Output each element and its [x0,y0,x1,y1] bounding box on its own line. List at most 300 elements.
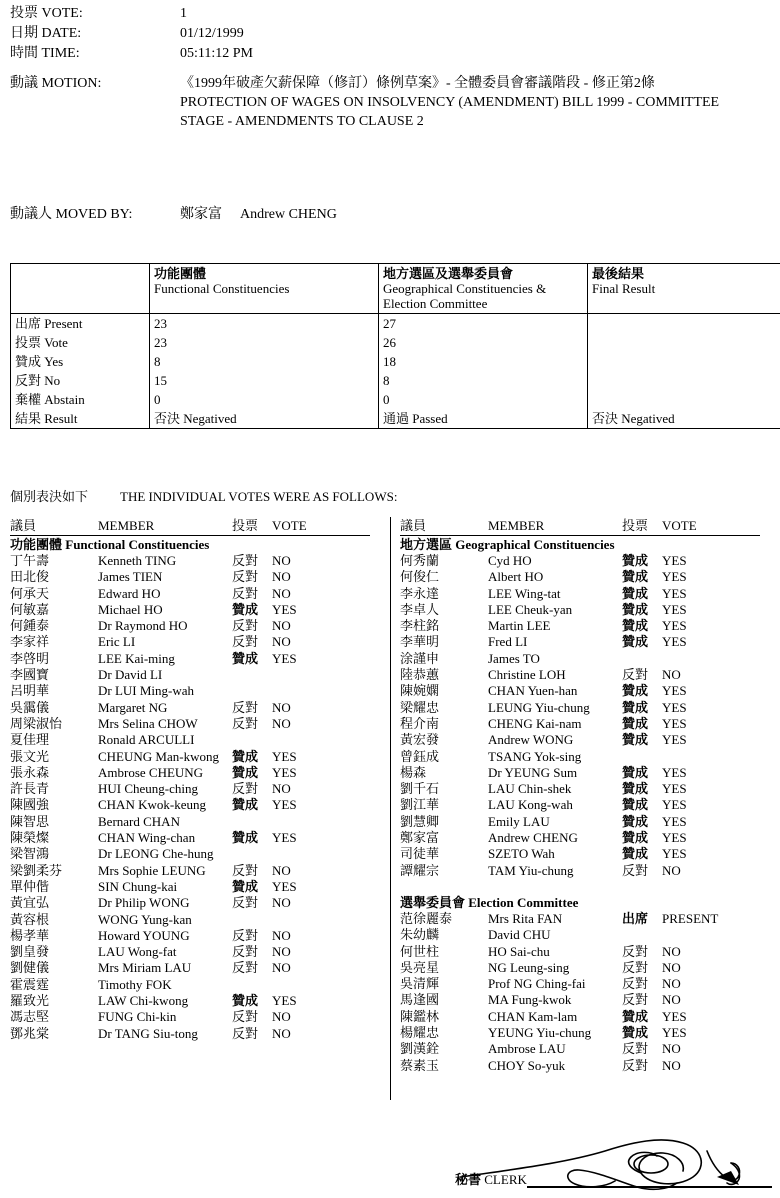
member-vote-zh: 反對 [232,895,259,911]
member-name-en: Mrs Miriam LAU [98,960,192,976]
member-name-en: Margaret NG [98,699,168,715]
member-vote-zh: 反對 [622,862,649,878]
member-name-zh: 曾鈺成 [400,748,440,764]
member-vote-en: YES [272,748,297,764]
member-vote-zh: 贊成 [622,715,649,731]
col-head-geographical-en: Geographical Constituencies & Election Committee [383,281,547,311]
member-name-zh: 馬逢國 [400,992,440,1008]
member-vote-zh: 贊成 [622,732,649,748]
clerk-signature-line [527,1186,772,1188]
member-vote-zh: 贊成 [622,585,649,601]
member-name-zh: 何俊仁 [400,569,440,585]
motion-line-zh: 《1999年破產欠薪保障（修訂）條例草案》- 全體委員會審議階段 - 修正第2條 [180,76,655,91]
member-vote-en: YES [272,601,297,617]
member-vote-zh [232,846,272,862]
member-name-en: TAM Yiu-chung [488,862,574,878]
member-name-en: FUNG Chi-kin [98,1009,177,1025]
member-vote-row [10,618,380,634]
yes-final [588,352,780,371]
col-head-geographical-zh: 地方選區及選舉委員會 [383,266,514,281]
col-head-geographical [379,264,588,314]
member-vote-row [400,944,760,960]
member-vote-row [10,553,380,569]
member-vote-zh: 贊成 [622,699,649,715]
vote-time-label: 時間 TIME: [10,46,80,61]
table-row-yes [11,352,780,371]
member-name-en: HO Sai-chu [488,943,550,959]
member-vote-zh: 贊成 [622,797,649,813]
member-name-en: CHAN Kwok-keung [98,797,206,813]
table-header-row [11,264,780,314]
member-name-en: Dr LUI Ming-wah [98,683,195,699]
row-label-vote: 投票 Vote [11,333,150,352]
member-name-zh: 吳清輝 [400,976,440,992]
abstain-gc: 0 [379,390,588,409]
member-vote-zh [232,912,272,928]
member-vote-zh: 贊成 [232,797,259,813]
member-vote-row [10,700,380,716]
section-title-geographical [400,537,760,553]
member-vote-row [400,797,760,813]
member-vote-row [10,830,380,846]
member-vote-zh: 反對 [622,1041,649,1057]
member-name-en: CHAN Wing-chan [98,830,196,846]
member-name-zh: 李永達 [400,585,440,601]
member-vote-en: YES [662,634,687,650]
member-name-en: LEE Cheuk-yan [488,601,573,617]
left-header-member-en: MEMBER [98,518,155,533]
member-name-en: Dr TANG Siu-tong [98,1025,198,1041]
member-name-en: CHOY So-yuk [488,1057,566,1073]
member-name-zh: 何世柱 [400,943,440,959]
member-vote-row [400,1041,760,1057]
member-name-zh: 陸恭蕙 [400,667,440,683]
member-vote-zh: 贊成 [622,846,649,862]
member-vote-row [400,667,760,683]
member-vote-zh: 贊成 [622,553,649,568]
member-vote-en: YES [272,830,297,846]
left-header-member-zh: 議員 [10,518,37,533]
member-name-en: LEE Wing-tat [488,585,561,601]
member-vote-zh: 贊成 [622,1025,649,1041]
member-vote-row [10,667,380,683]
member-name-en: Ambrose CHEUNG [98,764,204,780]
moved-by-name-en: Andrew CHENG [240,207,337,222]
member-vote-row [400,683,760,699]
member-vote-row [400,749,760,765]
member-vote-zh: 贊成 [232,830,259,846]
member-vote-row [400,927,760,943]
member-vote-en: NO [272,553,291,568]
member-vote-zh: 反對 [622,667,649,683]
member-name-en: LAW Chi-kwong [98,993,189,1009]
member-vote-zh: 反對 [232,585,259,601]
vote-number-value: 1 [180,6,187,21]
right-header-vote-en: VOTE [662,518,697,533]
left-header-divider [10,535,370,536]
election-committee-member-rows [400,911,760,1074]
member-vote-zh: 贊成 [232,748,259,764]
member-vote-row [10,586,380,602]
member-name-en: Ronald ARCULLI [98,732,195,748]
member-vote-en: NO [272,944,291,960]
member-vote-en: NO [662,976,681,992]
member-vote-en: NO [272,1009,291,1025]
moved-by-label: 動議人 MOVED BY: [10,207,133,222]
row-label-no: 反對 No [11,371,150,390]
member-name-zh: 何敏嘉 [10,601,50,617]
member-name-zh: 張文光 [10,748,50,764]
member-vote-zh: 出席 [622,910,649,926]
member-vote-zh: 反對 [622,943,649,959]
vote-time-value: 05:11:12 PM [180,46,253,61]
member-vote-zh [232,732,272,748]
no-final [588,371,780,390]
member-vote-row [10,879,380,895]
member-name-en: SIN Chung-kai [98,878,178,894]
motion-label: 動議 MOTION: [10,76,102,91]
member-vote-row [10,781,380,797]
member-name-en: Martin LEE [488,618,551,634]
member-vote-zh [232,814,272,830]
vote-result-table [10,263,780,429]
member-vote-en [272,814,352,830]
section-gap [400,879,760,895]
member-name-zh: 譚耀宗 [400,862,440,878]
member-vote-row [400,830,760,846]
member-vote-zh [232,977,272,993]
member-vote-zh: 贊成 [622,781,649,797]
section-title-geographical-en: Geographical Constituencies [455,537,615,552]
member-vote-en: YES [662,732,687,748]
member-vote-row [10,683,380,699]
member-name-zh: 周梁淑怡 [10,715,63,731]
member-vote-en: NO [272,634,291,650]
member-name-zh: 鄭家富 [400,830,440,846]
member-name-en: Fred LI [488,634,528,650]
member-vote-en: YES [272,878,297,894]
member-vote-zh: 贊成 [232,878,259,894]
member-vote-en: NO [272,927,291,943]
member-vote-row [10,602,380,618]
member-vote-en [662,749,742,765]
member-name-en: Dr David LI [98,667,163,683]
member-vote-en: NO [272,895,291,911]
member-vote-row [400,651,760,667]
member-vote-en: YES [662,699,687,715]
member-vote-zh: 反對 [622,992,649,1008]
member-name-en: Timothy FOK [98,976,172,992]
member-name-en: CHAN Yuen-han [488,683,578,699]
member-name-en: NG Leung-sing [488,959,570,975]
functional-member-rows [10,553,380,1042]
member-name-en: Andrew CHENG [488,830,578,846]
member-vote-zh: 贊成 [622,601,649,617]
vote-result-table-head [11,264,780,314]
col-head-final-en: Final Result [592,281,656,296]
table-row-result [11,409,780,429]
member-vote-en: NO [272,618,291,634]
member-name-en: Prof NG Ching-fai [488,976,586,992]
member-name-en: Edward HO [98,585,161,601]
member-vote-zh: 贊成 [622,1008,649,1024]
member-name-zh: 霍震霆 [10,976,50,992]
member-vote-row [10,749,380,765]
member-vote-en: NO [662,959,681,975]
member-vote-en: PRESENT [662,910,719,926]
member-name-en: LAU Kong-wah [488,797,573,813]
table-row-present [11,314,780,334]
member-name-zh: 李家祥 [10,634,50,650]
member-name-zh: 鄧兆棠 [10,1025,50,1041]
member-vote-row [400,1009,760,1025]
member-name-zh: 陳婉嫻 [400,683,440,699]
member-vote-row [10,977,380,993]
member-name-en: MA Fung-kwok [488,992,572,1008]
member-vote-en: YES [662,764,687,780]
member-vote-zh: 反對 [232,634,259,650]
member-vote-zh: 反對 [622,976,649,992]
member-vote-zh: 反對 [232,569,259,585]
member-vote-zh: 贊成 [232,650,259,666]
section-title-election-committee-zh: 選舉委員會 [400,894,466,910]
member-vote-row [10,797,380,813]
member-name-zh: 梁劉柔芬 [10,862,63,878]
member-name-en: Bernard CHAN [98,813,180,829]
member-name-zh: 劉健儀 [10,960,50,976]
member-vote-zh: 反對 [232,944,259,960]
member-name-zh: 丁午壽 [10,553,50,568]
member-name-zh: 何鍾泰 [10,618,50,634]
vote-fc: 23 [150,333,379,352]
member-name-en: YEUNG Yiu-chung [488,1025,592,1041]
member-name-en: CHAN Kam-lam [488,1008,578,1024]
section-title-functional-en: Functional Constituencies [65,537,210,552]
member-vote-row [10,634,380,650]
member-vote-row [400,553,760,569]
member-vote-en: YES [662,813,687,829]
member-vote-en: NO [662,992,681,1008]
member-name-en: TSANG Yok-sing [488,748,582,764]
present-gc: 27 [379,314,588,334]
member-name-en: Cyd HO [488,553,532,568]
right-column-header [400,517,760,535]
member-vote-en: YES [272,797,297,813]
member-name-en: Dr LEONG Che-hung [98,846,214,862]
col-head-blank [11,264,150,314]
member-vote-row [400,634,760,650]
member-vote-row [400,700,760,716]
member-vote-row [10,944,380,960]
member-name-zh: 楊耀忠 [400,1025,440,1041]
member-vote-zh: 贊成 [622,683,649,699]
result-gc: 通過 Passed [379,409,588,429]
member-vote-row [10,895,380,911]
member-vote-row [400,846,760,862]
member-vote-en: NO [662,862,681,878]
member-vote-zh [622,749,662,765]
member-vote-en [662,651,742,667]
right-header-member-zh: 議員 [400,518,427,533]
row-label-present: 出席 Present [11,314,150,334]
member-vote-row [10,1026,380,1042]
member-vote-en: YES [662,797,687,813]
member-name-zh: 李華明 [400,634,440,650]
member-name-zh: 程介南 [400,715,440,731]
member-vote-zh: 反對 [232,618,259,634]
member-vote-row [10,912,380,928]
member-name-zh: 李柱銘 [400,618,440,634]
member-name-zh: 李啓明 [10,650,50,666]
abstain-fc: 0 [150,390,379,409]
member-name-en: James TO [488,650,540,666]
member-name-zh: 田北俊 [10,569,50,585]
member-name-zh: 陳鑑林 [400,1008,440,1024]
member-name-zh: 涂謹申 [400,650,440,666]
clerk-label-zh: 秘書 [455,1172,482,1187]
member-vote-zh: 贊成 [622,634,649,650]
member-vote-zh [232,667,272,683]
col-head-final-zh: 最後結果 [592,266,645,281]
member-vote-zh: 贊成 [622,813,649,829]
member-name-en: Albert HO [488,569,544,585]
member-vote-row [10,1009,380,1025]
member-name-en: Howard YOUNG [98,927,190,943]
member-name-zh: 黃宜弘 [10,895,50,911]
member-vote-zh: 反對 [622,959,649,975]
member-name-zh: 黃容根 [10,911,50,927]
member-name-en: CHENG Kai-nam [488,715,582,731]
member-vote-row [400,716,760,732]
member-vote-row [10,846,380,862]
yes-gc: 18 [379,352,588,371]
member-name-zh: 陳榮燦 [10,830,50,846]
member-vote-en: NO [662,667,681,683]
member-name-zh: 吳亮星 [400,959,440,975]
member-vote-row [10,993,380,1009]
member-vote-row [400,976,760,992]
member-name-zh: 梁智鴻 [10,846,50,862]
moved-by-name-zh: 鄭家富 [180,207,222,222]
member-name-zh: 李卓人 [400,601,440,617]
member-vote-en [272,732,352,748]
member-name-zh: 單仲偕 [10,878,50,894]
member-vote-zh: 反對 [232,927,259,943]
member-name-en: HUI Cheung-ching [98,781,199,797]
section-title-geographical-zh: 地方選區 [400,537,453,552]
row-label-result: 結果 Result [11,409,150,429]
member-vote-en: NO [272,960,291,976]
member-vote-row [400,863,760,879]
member-vote-zh: 反對 [232,1025,259,1041]
motion-text [180,74,719,131]
member-vote-en: YES [662,618,687,634]
member-vote-row [10,814,380,830]
col-head-final [588,264,780,314]
functional-constituencies-column [10,517,380,1042]
member-vote-en: NO [272,781,291,797]
vote-meta-block [10,4,770,64]
col-head-functional-zh: 功能團體 [154,266,207,281]
member-vote-en: NO [662,1041,681,1057]
vote-date-row [10,24,770,44]
member-vote-en [272,846,352,862]
member-name-zh: 夏佳理 [10,732,50,748]
vote-result-table-body [11,314,780,429]
right-header-member-en: MEMBER [488,518,545,533]
member-name-zh: 劉漢銓 [400,1041,440,1057]
member-vote-en [272,977,352,993]
result-final: 否決 Negatived [588,409,780,429]
member-name-en: WONG Yung-kan [98,911,192,927]
member-vote-en [662,927,742,943]
vote-gc: 26 [379,333,588,352]
member-name-en: CHEUNG Man-kwong [98,748,219,764]
member-vote-zh: 反對 [232,781,259,797]
motion-line-en-1: PROTECTION OF WAGES ON INSOLVENCY (AMENDMENT) BILL 1999 - COMMITTEE [180,95,720,110]
col-head-functional [150,264,379,314]
left-header-vote-en: VOTE [272,518,307,533]
member-vote-row [400,781,760,797]
section-title-election-committee-en: Election Committee [468,894,579,910]
member-name-zh: 范徐麗泰 [400,910,453,926]
member-name-zh: 楊森 [400,764,427,780]
member-vote-zh: 反對 [622,1057,649,1073]
geographical-member-rows [400,553,760,879]
right-header-divider [400,535,760,536]
table-row-vote [11,333,780,352]
member-name-zh: 陳國強 [10,797,50,813]
col-head-functional-en: Functional Constituencies [154,281,290,296]
member-name-en: LEE Kai-ming [98,650,175,666]
row-label-yes: 贊成 Yes [11,352,150,371]
member-vote-row [400,586,760,602]
member-vote-en: NO [272,569,291,585]
clerk-label-en: CLERK [484,1172,527,1187]
member-vote-en: YES [272,764,297,780]
member-vote-row [400,765,760,781]
member-name-en: Andrew WONG [488,732,574,748]
member-vote-en: YES [662,715,687,731]
member-name-en: LEUNG Yiu-chung [488,699,590,715]
member-vote-row [400,732,760,748]
member-vote-zh: 反對 [232,715,259,731]
member-vote-en: YES [662,553,687,568]
no-fc: 15 [150,371,379,390]
member-vote-en: YES [662,585,687,601]
member-vote-en: YES [662,1025,687,1041]
right-header-vote-zh: 投票 [622,518,649,533]
member-vote-row [10,732,380,748]
member-vote-row [10,960,380,976]
member-vote-zh: 反對 [232,960,259,976]
vote-final [588,333,780,352]
table-row-no [11,371,780,390]
yes-fc: 8 [150,352,379,371]
member-vote-row [400,569,760,585]
member-name-en: David CHU [488,927,551,943]
member-name-zh: 劉皇發 [10,944,50,960]
member-vote-en [272,683,352,699]
vote-date-label: 日期 DATE: [10,26,82,41]
member-name-zh: 楊孝華 [10,927,50,943]
member-vote-en: NO [662,943,681,959]
member-vote-zh: 反對 [232,862,259,878]
member-vote-zh [232,683,272,699]
member-vote-zh: 贊成 [232,764,259,780]
member-vote-row [400,992,760,1008]
member-name-en: Christine LOH [488,667,566,683]
